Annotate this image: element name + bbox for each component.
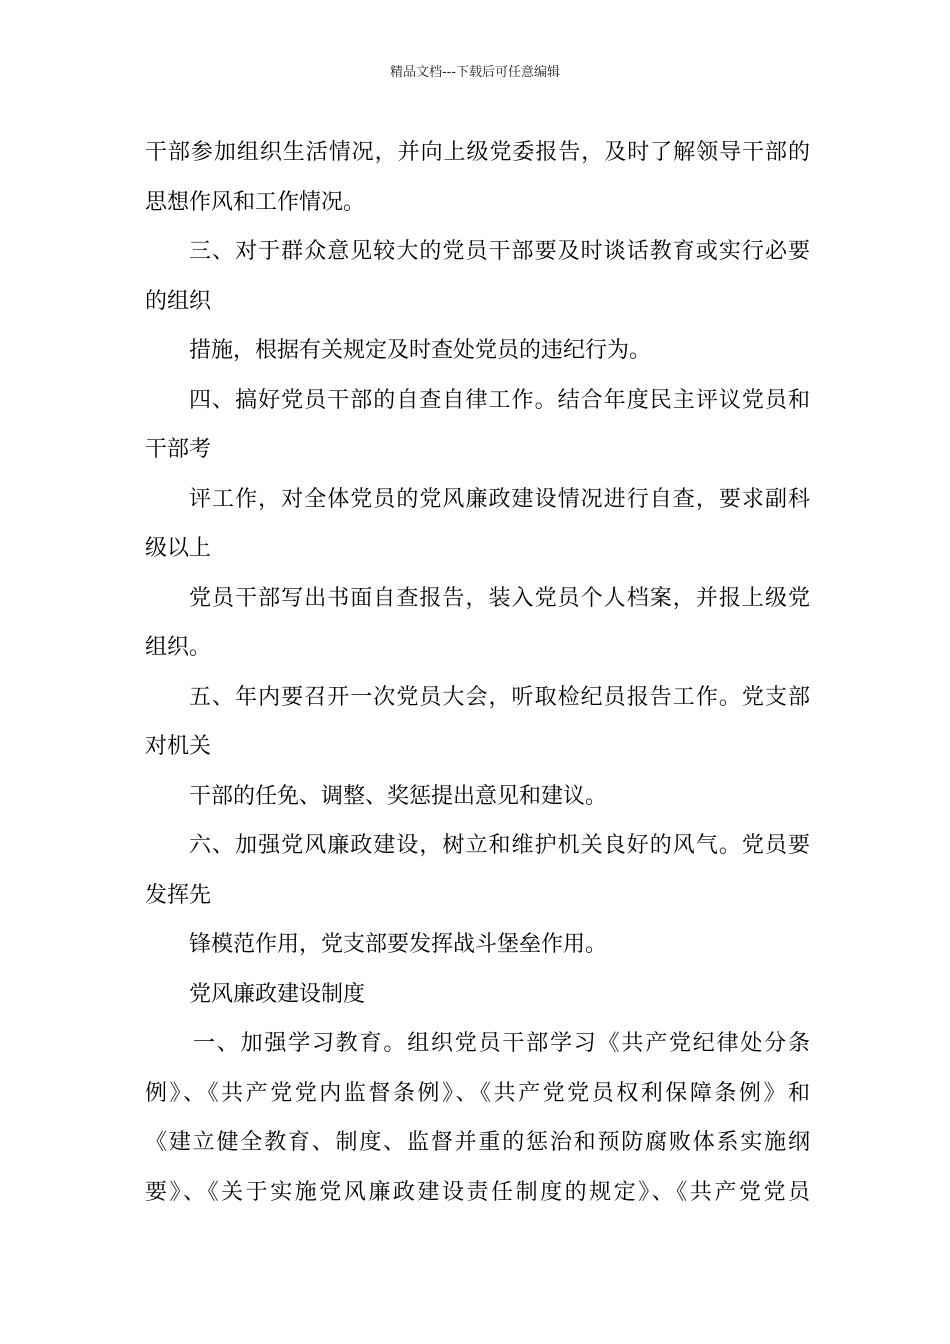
section-title: 党风廉政建设制度 — [189, 981, 366, 1007]
text-line: 例》、《共产党党内监督条例》、《共产党党员权利保障条例》和 — [145, 1080, 810, 1106]
text-line: 干部的任免、调整、奖惩提出意见和建议。 — [189, 783, 608, 809]
text-line: 发挥先 — [145, 882, 212, 908]
text-line: 组织。 — [145, 635, 212, 660]
text-line: 锋模范作用，党支部要发挥战斗堡垒作用。 — [189, 932, 608, 957]
text-line: 干部参加组织生活情况，并向上级党委报告，及时了解领导干部的 — [145, 140, 810, 165]
text-line: 三、对于群众意见较大的党员干部要及时谈话教育或实行必要 — [189, 239, 810, 264]
text-line: 级以上 — [145, 536, 212, 561]
text-line: 一、加强学习教育。组织党员干部学习《共产党纪律处分条 — [193, 1031, 810, 1056]
text-line: 要》、《关于实施党风廉政建设责任制度的规定》、《共产党党员 — [145, 1179, 810, 1205]
text-line: 四、搞好党员干部的自查自律工作。结合年度民主评议党员和 — [189, 387, 810, 413]
text-line: 干部考 — [145, 437, 212, 462]
document-body — [145, 128, 810, 1217]
text-line: 《建立健全教育、制度、监督并重的惩治和预防腐败体系实施纲 — [145, 1130, 810, 1155]
text-line: 五、年内要召开一次党员大会，听取检纪员报告工作。党支部 — [189, 684, 810, 710]
text-line: 六、加强党风廉政建设，树立和维护机关良好的风气。党员要 — [189, 833, 810, 858]
text-line: 的组织 — [145, 288, 212, 314]
text-line: 措施，根据有关规定及时查处党员的违纪行为。 — [189, 338, 652, 363]
text-line: 评工作，对全体党员的党风廉政建设情况进行自查，要求副科 — [189, 486, 810, 512]
text-line: 党员干部写出书面自查报告，装入党员个人档案，并报上级党 — [189, 585, 810, 611]
text-line: 对机关 — [145, 734, 212, 759]
page-header: 精品文档---下载后可任意编辑 — [389, 65, 561, 80]
text-line: 思想作风和工作情况。 — [145, 189, 366, 215]
